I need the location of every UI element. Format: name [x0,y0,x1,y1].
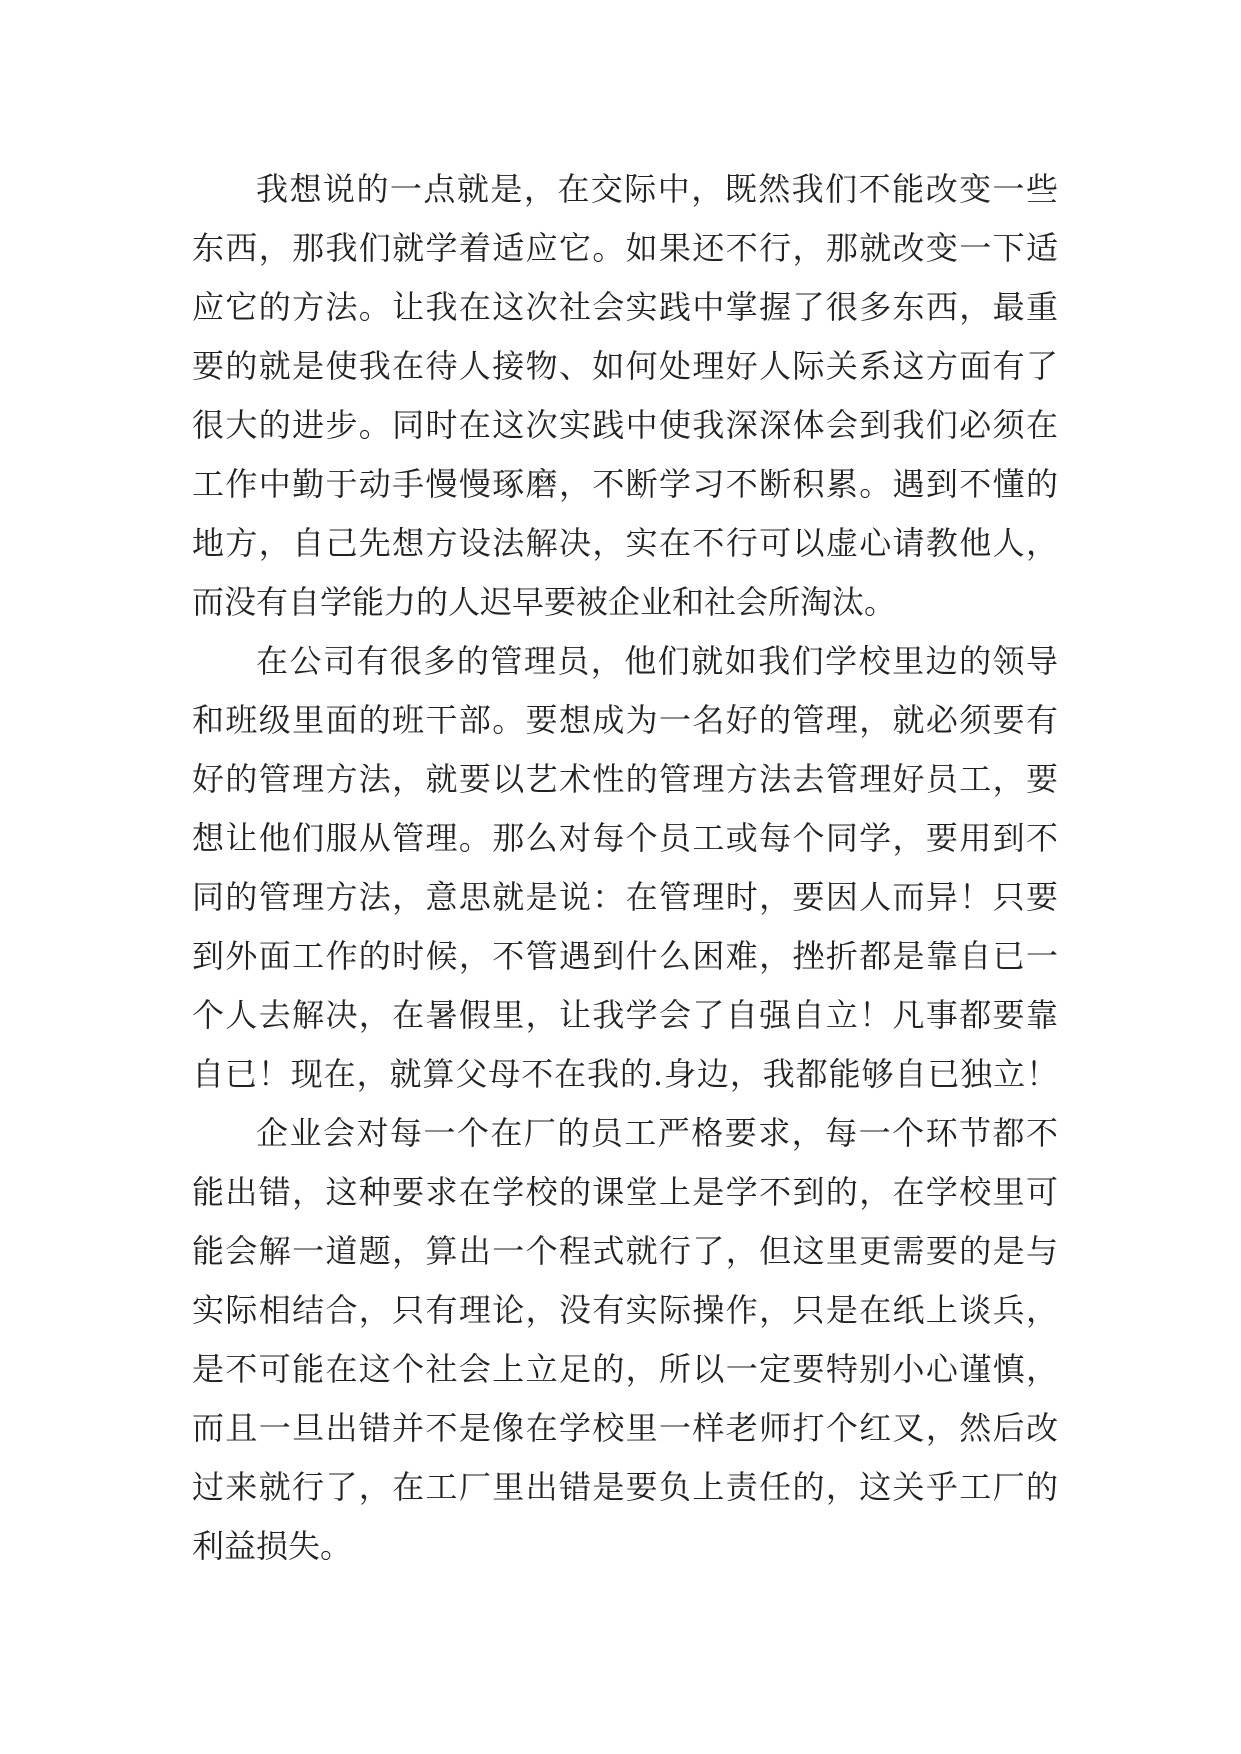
text-line: 过来就行了，在工厂里出错是要负上责任的，这关乎工厂的 [192,1468,1060,1506]
text-line: 而且一旦出错并不是像在学校里一样老师打个红叉，然后改 [192,1409,1060,1447]
text-line: 个人去解决，在暑假里，让我学会了自强自立！凡事都要靠 [192,996,1060,1034]
text-line: 东西，那我们就学着适应它。如果还不行，那就改变一下适 [192,229,1060,267]
paragraph-2 [192,632,1058,1104]
text-line: 自已！现在，就算父母不在我的.身边，我都能够自已独立！ [192,1055,1060,1093]
text-line: 而没有自学能力的人迟早要被企业和社会所淘汰。 [192,583,897,621]
text-line: 想让他们服从管理。那么对每个员工或每个同学，要用到不 [192,819,1060,857]
text-line: 工作中勤于动手慢慢琢磨，不断学习不断积累。遇到不懂的 [192,465,1060,503]
text-line: 要的就是使我在待人接物、如何处理好人际关系这方面有了 [192,347,1060,385]
paragraph-3 [192,1104,1058,1576]
text-line: 好的管理方法，就要以艺术性的管理方法去管理好员工，要 [192,760,1060,798]
text-line: 企业会对每一个在厂的员工严格要求，每一个环节都不 [256,1114,1060,1152]
text-line: 能会解一道题，算出一个程式就行了，但这里更需要的是与 [192,1232,1060,1270]
paragraph-1 [192,160,1058,632]
text-line: 地方，自己先想方设法解决，实在不行可以虚心请教他人， [192,524,1060,562]
text-line: 很大的进步。同时在这次实践中使我深深体会到我们必须在 [192,406,1060,444]
text-line: 同的管理方法，意思就是说：在管理时，要因人而异！只要 [192,878,1060,916]
text-line: 我想说的一点就是，在交际中，既然我们不能改变一些 [256,170,1060,208]
document-body [192,160,1058,1576]
text-line: 能出错，这种要求在学校的课堂上是学不到的，在学校里可 [192,1173,1060,1211]
text-line: 在公司有很多的管理员，他们就如我们学校里边的领导 [256,642,1060,680]
text-line: 和班级里面的班干部。要想成为一名好的管理，就必须要有 [192,701,1060,739]
text-line: 到外面工作的时候，不管遇到什么困难，挫折都是靠自已一 [192,937,1060,975]
text-line: 利益损失。 [192,1527,353,1565]
text-line: 是不可能在这个社会上立足的，所以一定要特别小心谨慎， [192,1350,1060,1388]
text-line: 实际相结合，只有理论，没有实际操作，只是在纸上谈兵， [192,1291,1060,1329]
text-line: 应它的方法。让我在这次社会实践中掌握了很多东西，最重 [192,288,1060,326]
